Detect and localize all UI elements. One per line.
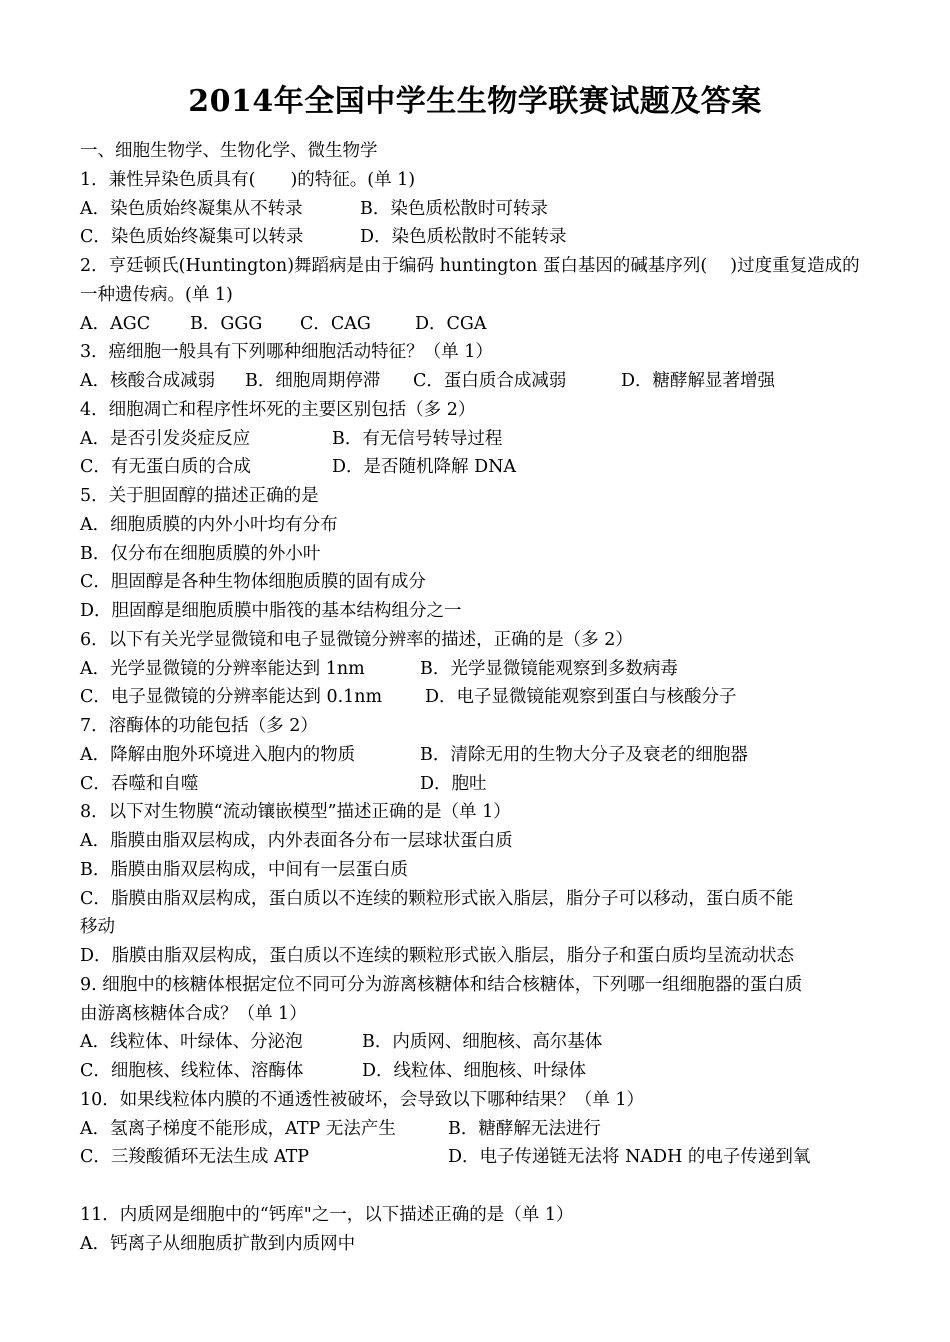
question-2-option-a: A．AGC (80, 313, 151, 334)
question-5-stem: 5．关于胆固醇的描述正确的是 (80, 486, 319, 506)
question-10-options-row1 (80, 1115, 880, 1144)
question-11-stem: 11．内质网是细胞中的“钙库"之一，以下描述正确的是（单 1） (80, 1204, 574, 1225)
question-1-options-row2 (80, 223, 880, 252)
question-2-option-d: D．CGA (415, 313, 487, 334)
question-3-option-a: A．核酸合成减弱 (80, 371, 216, 391)
question-10-option-d: D．电子传递链无法将 NADH 的电子传递到氧 (448, 1147, 811, 1168)
question-4-options-row2 (80, 453, 880, 482)
question-6-stem: 6．以下有关光学显微镜和电子显微镜分辨率的描述，正确的是（多 2） (80, 629, 633, 650)
question-6-option-a: A．光学显微镜的分辨率能达到 1nm (80, 658, 365, 679)
question-2-stem: 2．亨廷顿氏(Huntington)舞蹈病是由于编码 huntington 蛋白基因的碱基序列( )过度重复造成的 (80, 256, 860, 276)
question-7-option-c: C．吞噬和自噬 (80, 773, 199, 794)
question-9-stem: 9. 细胞中的核糖体根据定位不同可分为游离核糖体和结合核糖体，下列哪一组细胞器的蛋白质 (80, 974, 803, 995)
question-6-option-d: D．电子显微镜能观察到蛋白与核酸分子 (425, 687, 737, 708)
question-2-option-c: C．CAG (300, 313, 371, 334)
question-2-stem-cont: 一种遗传病。(单 1) (80, 284, 233, 305)
question-7-option-d: D．胞吐 (420, 773, 487, 794)
question-10-option-b: B．糖酵解无法进行 (448, 1118, 601, 1139)
question-3-options (80, 367, 880, 396)
question-8-option-b: B．脂膜由脂双层构成，中间有一层蛋白质 (80, 859, 408, 880)
question-4-option-a: A．是否引发炎症反应 (80, 428, 251, 449)
question-10-stem: 10．如果线粒体内膜的不通透性被破坏，会导致以下哪种结果？（单 1） (80, 1089, 644, 1110)
question-6-option-b: B．光学显微镜能观察到多数病毒 (420, 658, 678, 679)
question-8-option-d: D．脂膜由脂双层构成，蛋白质以不连续的颗粒形式嵌入脂层，脂分子和蛋白质均呈流动状态 (80, 946, 795, 966)
question-8-stem: 8．以下对生物膜“流动镶嵌模型”描述正确的是（单 1） (80, 802, 511, 823)
question-6-options-row1 (80, 655, 880, 684)
question-1-option-a: A．染色质始终凝集从不转录 (80, 198, 303, 219)
question-4-options-row1 (80, 425, 880, 454)
question-list (80, 137, 880, 1258)
blank-line (80, 1172, 880, 1201)
question-9-options-row2 (80, 1057, 880, 1086)
question-6-option-c: C．电子显微镜的分辨率能达到 0.1nm (80, 687, 383, 708)
question-7-options-row2 (80, 770, 880, 799)
question-7-option-b: B．清除无用的生物大分子及衰老的细胞器 (420, 744, 748, 765)
question-10-options-row2 (80, 1143, 880, 1172)
question-4-option-b: B．有无信号转导过程 (332, 428, 503, 449)
question-8-option-a: A．脂膜由脂双层构成，内外表面各分布一层球状蛋白质 (80, 831, 513, 851)
question-1-option-b: B．染色质松散时可转录 (360, 198, 548, 219)
question-1-option-d: D．染色质松散时不能转录 (360, 227, 567, 248)
question-2-option-b: B．GGG (190, 313, 263, 334)
section-heading: 一、细胞生物学、生物化学、微生物学 (80, 141, 378, 161)
question-9-option-b: B．内质网、细胞核、高尔基体 (362, 1032, 603, 1053)
question-7-options-row1 (80, 741, 880, 770)
question-10-option-c: C．三羧酸循环无法生成 ATP (80, 1147, 310, 1168)
question-11-option-a: A．钙离子从细胞质扩散到内质网中 (80, 1233, 356, 1254)
question-3-option-c: C．蛋白质合成减弱 (413, 371, 567, 391)
question-2-options (80, 310, 880, 339)
question-7-option-a: A．降解由胞外环境进入胞内的物质 (80, 744, 356, 765)
question-3-stem: 3．癌细胞一般具有下列哪种细胞活动特征？（单 1） (80, 342, 493, 363)
question-9-stem-cont: 由游离核糖体合成？（单 1） (80, 1003, 307, 1024)
question-9-option-d: D．线粒体、细胞核、叶绿体 (362, 1061, 587, 1081)
question-3-option-d: D．糖酵解显著增强 (621, 371, 776, 391)
question-4-option-c: C．有无蛋白质的合成 (80, 457, 251, 478)
question-5-option-c: C．胆固醇是各种生物体细胞质膜的固有成分 (80, 572, 426, 593)
question-1-options-row1 (80, 195, 880, 224)
question-9-option-a: A．线粒体、叶绿体、分泌泡 (80, 1032, 303, 1053)
question-1-stem: 1．兼性异染色质具有( )的特征。(单 1) (80, 169, 416, 190)
question-5-option-d: D．胆固醇是细胞质膜中脂筏的基本结构组分之一 (80, 601, 462, 621)
question-3-option-b: B．细胞周期停滞 (245, 371, 381, 391)
question-8-option-c-cont: 移动 (80, 917, 115, 938)
question-7-stem: 7．溶酶体的功能包括（多 2） (80, 716, 318, 736)
question-5-option-a: A．细胞质膜的内外小叶均有分布 (80, 514, 338, 535)
question-9-option-c: C．细胞核、线粒体、溶酶体 (80, 1061, 304, 1081)
question-9-options-row1 (80, 1028, 880, 1057)
question-10-option-a: A．氢离子梯度不能形成，ATP 无法产生 (80, 1118, 396, 1139)
question-8-option-c: C．脂膜由脂双层构成，蛋白质以不连续的颗粒形式嵌入脂层，脂分子可以移动，蛋白质不能 (80, 888, 794, 909)
question-4-option-d: D．是否随机降解 DNA (332, 457, 517, 478)
question-6-options-row2 (80, 683, 880, 712)
question-4-stem: 4．细胞凋亡和程序性坏死的主要区别包括（多 2） (80, 399, 476, 420)
document-title: 2014年全国中学生生物学联赛试题及答案 (188, 84, 762, 119)
question-1-option-c: C．染色质始终凝集可以转录 (80, 227, 304, 248)
question-5-option-b: B．仅分布在细胞质膜的外小叶 (80, 543, 321, 564)
